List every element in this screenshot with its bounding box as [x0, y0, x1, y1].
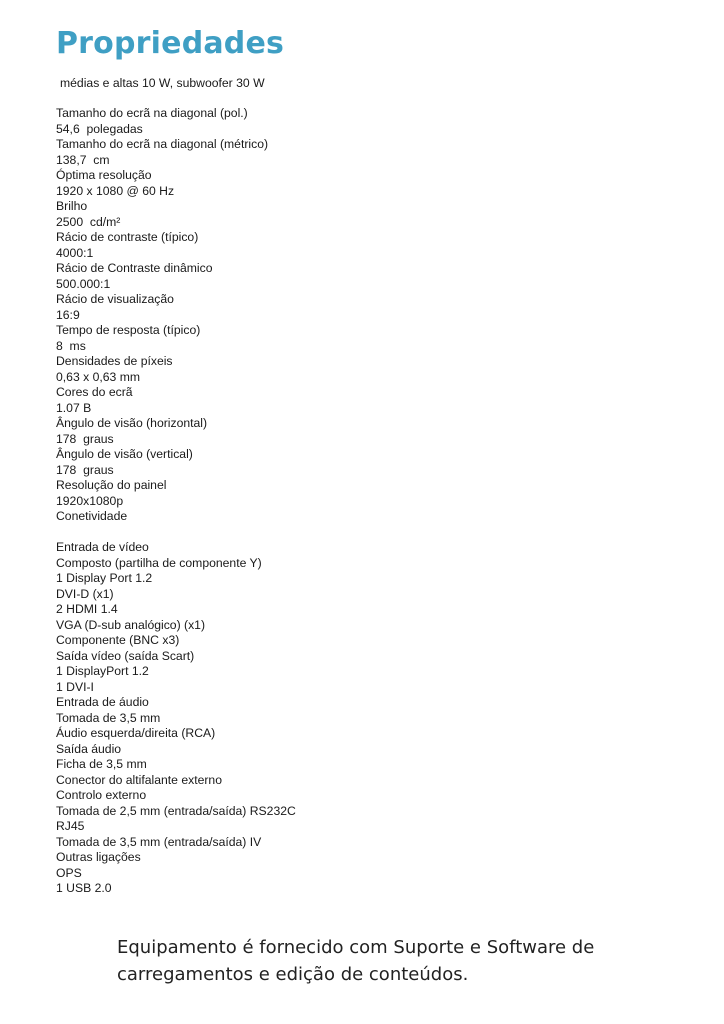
spec-line: Tomada de 3,5 mm [56, 710, 161, 725]
spec-line: DVI-D (x1) [56, 586, 114, 601]
spec-line: Óptima resolução [56, 168, 152, 182]
spec-line: OPS [56, 865, 82, 880]
spec-line: Tomada de 3,5 mm (entrada/saída) IV [56, 834, 262, 849]
spec-line: Saída vídeo (saída Scart) [56, 648, 195, 663]
spec-line: Densidades de píxeis [56, 354, 173, 368]
page-title: Propriedades [56, 26, 285, 61]
spec-line: Tempo de resposta (típico) [56, 323, 201, 337]
spec-line: 500.000:1 [56, 276, 111, 291]
spec-line: 8 ms [56, 338, 86, 353]
spec-line: 1 USB 2.0 [56, 881, 112, 895]
spec-line: VGA (D-sub analógico) (x1) [56, 617, 206, 632]
spec-line: Ângulo de visão (vertical) [56, 447, 193, 461]
spec-line: 4000:1 [56, 245, 94, 260]
spec-line: Tomada de 2,5 mm (entrada/saída) RS232C [56, 803, 296, 818]
spec-line: 2500 cd/m² [56, 214, 121, 229]
display-spec-group [56, 106, 676, 525]
connectivity-spec-group [56, 540, 676, 897]
spec-line: Ficha de 3,5 mm [56, 757, 147, 771]
spec-line: 1 DVI-I [56, 679, 94, 694]
spec-line: Resolução do painel [56, 478, 167, 492]
spec-line: Ângulo de visão (horizontal) [56, 416, 208, 430]
footer-note: Equipamento é fornecido com Suporte e Software de carregamentos e edição de conteúdos. [117, 937, 595, 985]
spec-line: 1 Display Port 1.2 [56, 571, 153, 585]
spec-line: Rácio de contraste (típico) [56, 230, 199, 244]
spec-line: 178 graus [56, 431, 114, 446]
spec-line: Entrada de vídeo [56, 540, 149, 554]
spec-line: Conector do altifalante externo [56, 772, 222, 787]
spec-line: Componente (BNC x3) [56, 633, 180, 647]
spec-line: Áudio esquerda/direita (RCA) [56, 726, 216, 740]
spec-line: Cores do ecrã [56, 385, 133, 399]
spec-line: Outras ligações [56, 850, 141, 864]
spec-line: Entrada de áudio [56, 695, 149, 709]
spec-line: 138,7 cm [56, 152, 110, 167]
spec-line: RJ45 [56, 819, 85, 833]
audio-output-line: médias e altas 10 W, subwoofer 30 W [60, 76, 265, 90]
spec-line: Tamanho do ecrã na diagonal (métrico) [56, 137, 269, 151]
spec-line: 54,6 polegadas [56, 121, 143, 136]
spec-line: 1920 x 1080 @ 60 Hz [56, 183, 175, 198]
spec-line: Controlo externo [56, 788, 147, 802]
spec-line: Rácio de visualização [56, 292, 174, 306]
spec-line: 2 HDMI 1.4 [56, 602, 118, 616]
spec-line: Saída áudio [56, 741, 122, 756]
spec-line: Brilho [56, 199, 88, 213]
spec-line: 1920x1080p [56, 493, 124, 508]
spec-line: 16:9 [56, 307, 80, 322]
spec-line: Composto (partilha de componente Y) [56, 555, 262, 570]
spec-line: 178 graus [56, 462, 114, 477]
spec-line: Tamanho do ecrã na diagonal (pol.) [56, 106, 248, 120]
spec-line: Conetividade [56, 509, 128, 523]
spec-list [56, 106, 676, 897]
spec-line: Rácio de Contraste dinâmico [56, 261, 213, 275]
spec-line: 0,63 x 0,63 mm [56, 369, 140, 384]
spec-line: 1.07 B [56, 400, 92, 415]
spec-line: 1 DisplayPort 1.2 [56, 664, 149, 678]
